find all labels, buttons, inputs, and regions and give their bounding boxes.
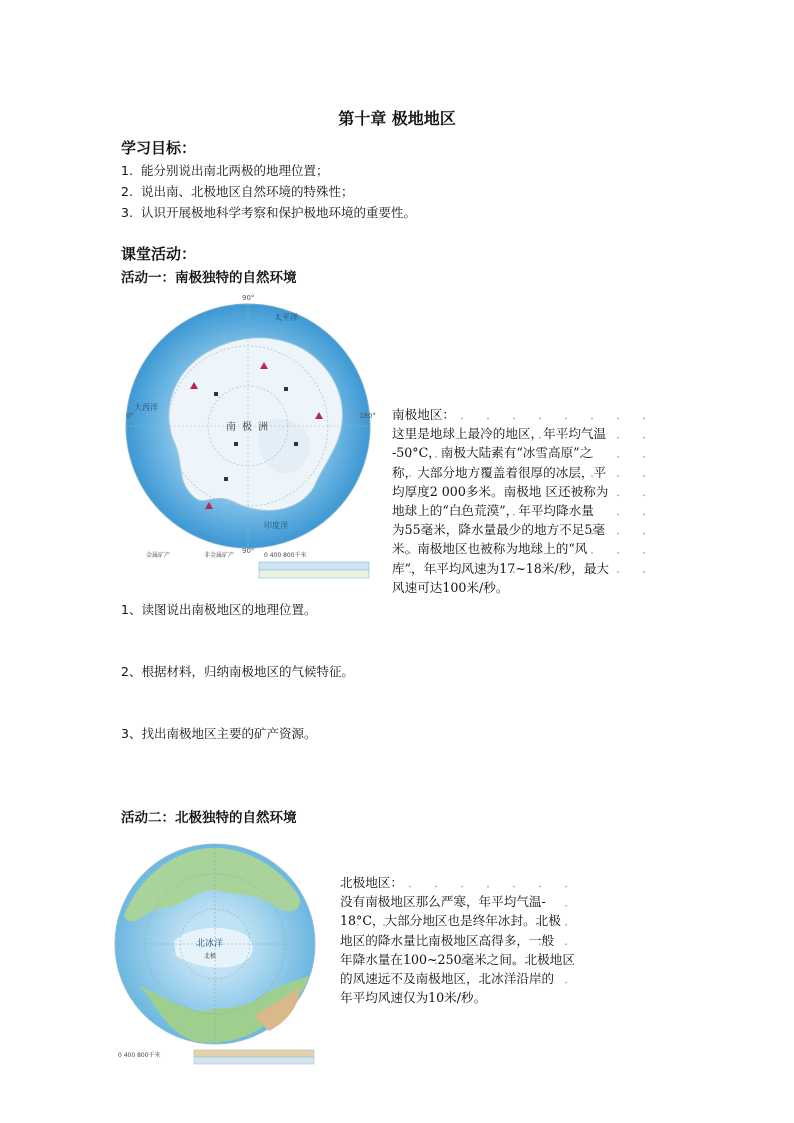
activity1-heading: 活动一：南极独特的自然环境: [121, 270, 297, 286]
arctic-line: 地区的降水量比南极地区高得多，一般: [340, 932, 555, 948]
arctic-line: 年降水量在100~250毫米之间。北极地区: [340, 951, 575, 967]
arctic-line: 18°C，大部分地区也是终年冰封。北极: [340, 913, 561, 929]
map-legend-scale: 0 400 800千米: [264, 552, 307, 559]
objective-item: [121, 160, 641, 181]
arctic-label-pole: 北极: [204, 953, 217, 960]
question-2: 2、根据材料，归纳南极地区的气候特征。: [121, 664, 354, 679]
activity2-heading: 活动二：北极独特的自然环境: [121, 810, 297, 826]
antarctica-line: 地球上的“白色荒漠”，年平均降水量: [392, 503, 594, 519]
arctic-line: 没有南极地区那么严寒，年平均气温-: [340, 894, 546, 910]
map-label-right: 180°: [359, 412, 376, 420]
map-label-left: 0°: [126, 412, 134, 420]
objective-number: 1.: [121, 163, 133, 178]
arctic-text: [340, 873, 584, 1006]
objective-text: 能分别说出南北两极的地理位置；: [141, 163, 329, 178]
objective-item: [121, 202, 641, 223]
arctic-text-heading: 北极地区：: [340, 875, 403, 890]
arctic-legend-scale: 0 400 800千米: [118, 1052, 161, 1059]
antarctica-line: 为55毫米，降水量最少的地方不足5毫: [392, 522, 605, 538]
antarctica-line: 库”，年平均风速为17~18米/秒，最大: [392, 560, 610, 576]
map-label-ocean3: 印度洋: [264, 521, 288, 530]
objective-text: 认识开展极地科学考察和保护极地环境的重要性。: [141, 205, 417, 220]
objective-number: 2.: [121, 184, 133, 199]
antarctica-line: 这里是地球上最冷的地区，年平均气温: [392, 426, 607, 442]
objective-number: 3.: [121, 205, 133, 220]
map-label-ocean1: 太平洋: [274, 313, 298, 322]
antarctica-line: 称，大部分地方覆盖着很厚的冰层，平: [392, 464, 607, 480]
antarctica-line: 均厚度2 000多米。南极地 区还被称为: [392, 483, 609, 499]
map-legend-mineral: 金属矿产: [146, 552, 171, 559]
classroom-heading: 课堂活动：: [121, 245, 197, 263]
arctic-line: 年平均风速仅为10米/秒。: [340, 990, 487, 1006]
antarctica-text-heading: 南极地区：: [392, 407, 455, 422]
antarctica-text: [392, 405, 654, 595]
objectives-list: [121, 160, 641, 223]
question-3: 3、找出南极地区主要的矿产资源。: [121, 726, 317, 741]
objectives-heading: 学习目标：: [121, 139, 197, 157]
map-legend-nonmetal: 非金属矿产: [204, 552, 235, 559]
map-label-continent: 南极洲: [226, 422, 274, 433]
antarctica-line: -50°C，南极大陆素有“冰雪高原”之: [392, 445, 593, 461]
antarctica-line: 米。南极地区也被称为地球上的“风: [392, 541, 588, 557]
question-1: 1、读图说出南极地区的地理位置。: [121, 602, 317, 617]
objective-item: [121, 181, 641, 202]
map-label-ocean2: 大西洋: [134, 403, 158, 412]
page-title: 第十章 极地地区: [338, 109, 456, 128]
antarctica-map: [114, 292, 382, 592]
arctic-label-ocean: 北冰洋: [196, 939, 224, 949]
map-label-top: 90°: [242, 294, 255, 302]
objective-text: 说出南、北极地区自然环境的特殊性；: [141, 184, 354, 199]
map-label-bottom: 90°: [242, 547, 255, 555]
antarctica-line: 风速可达100米/秒。: [392, 579, 509, 595]
arctic-map: [104, 836, 326, 1072]
arctic-line: 的风速远不及南极地区，北冰洋沿岸的: [340, 971, 555, 987]
